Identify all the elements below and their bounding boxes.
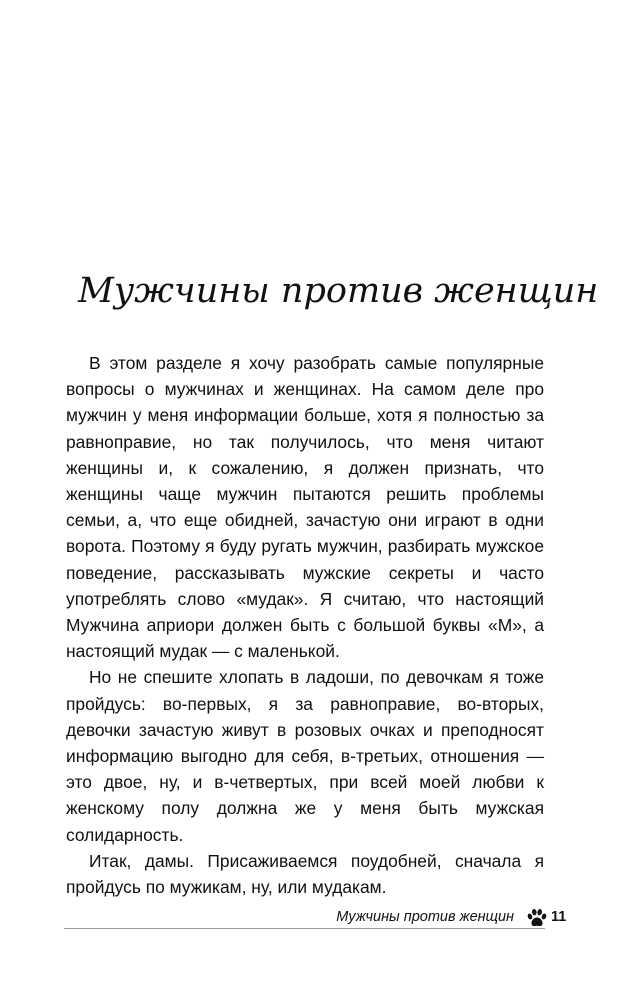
page-number: 11 [551,909,567,925]
footer-running-title: Мужчины против женщин [336,909,514,925]
paw-print-icon [526,908,548,928]
chapter-title: Мужчины против женщин [78,271,599,311]
footer-divider [64,928,545,929]
chapter-body [66,350,544,900]
body-paragraph-2: Но не спешите хлопать в ладоши, по девочкам я тоже пройдусь: во-первых, я за равноправие, во-вторых, девочки зачастую живут в розовых очках и преподносят информацию выгодно для себя, в-третьих, отношения — это двое, ну, и в-четвертых, при всей моей любви к женскому полу должна же у меня быть мужская солидарность. [66,667,544,845]
body-paragraph-1: В этом разделе я хочу разобрать самые популярные вопросы о мужчинах и женщинах. На самом деле про мужчин у меня информации больше, хотя я полностью за равноправие, но так получилось, что меня читают женщины и, к сожалению, я должен признать, что женщины чаще мужчин пытаются решить проблемы семьи, а, что еще обидней, зачастую они играют в одни ворота. Поэтому я буду ругать мужчин, разбирать мужское поведение, рассказывать мужские секреты и часто употреблять слово «мудак». Я считаю, что настоящий Мужчина априори должен быть с большой буквы «М», а настоящий мудак — с маленькой. [66,353,544,662]
body-paragraph-3: Итак, дамы. Присаживаемся поудобней, сначала я пройдусь по мужикам, ну, или мудакам. [66,850,544,898]
